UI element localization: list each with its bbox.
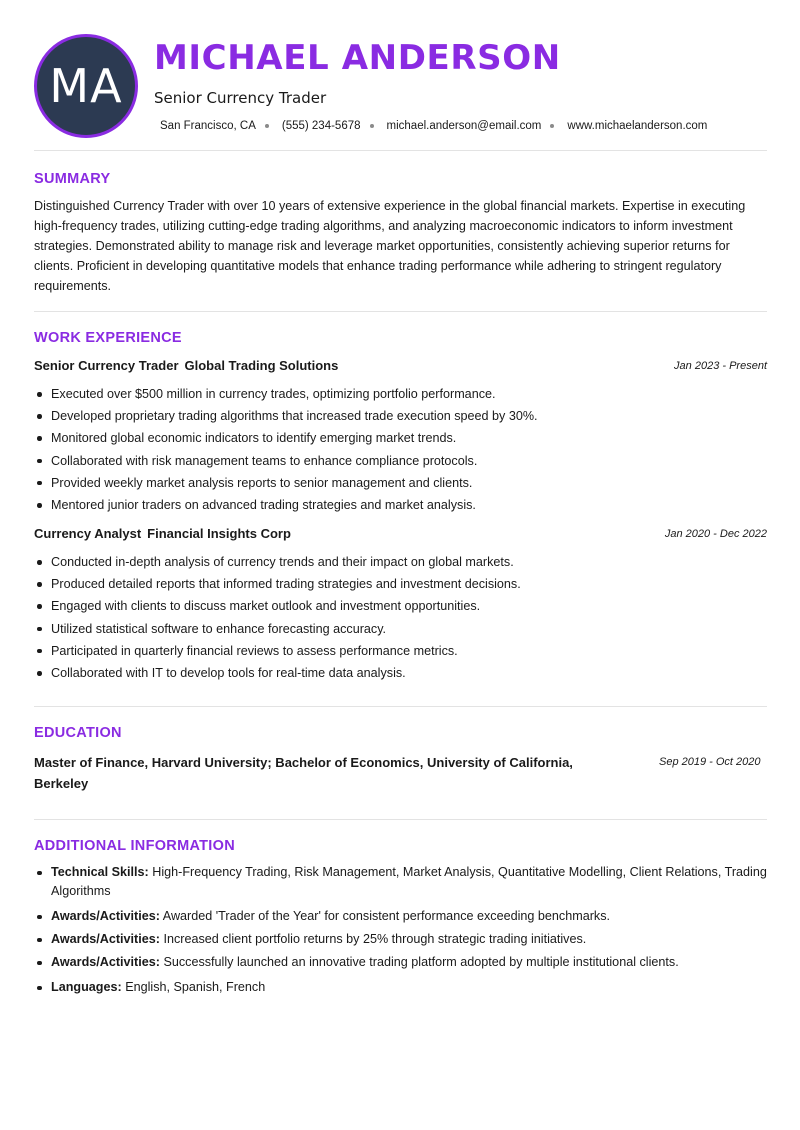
section-divider: [34, 819, 767, 820]
item-label: Awards/Activities:: [51, 909, 160, 923]
item-text: Successfully launched an innovative trading platform adopted by multiple institutional clients.: [163, 955, 679, 969]
contact-email: [387, 120, 568, 132]
contact-website-text: www.michaelanderson.com: [567, 120, 708, 132]
item-text: Awarded 'Trader of the Year' for consistent performance exceeding benchmarks.: [162, 909, 611, 923]
list-item: [34, 907, 767, 926]
job-date: Jan 2020 - Dec 2022: [664, 528, 767, 540]
item-label: Languages:: [51, 980, 122, 994]
list-item: Engaged with clients to discuss market outlook and investment opportunities.: [34, 595, 767, 617]
job-bullet-list: [34, 383, 767, 516]
experience-heading: WORK EXPERIENCE: [34, 330, 182, 346]
candidate-title: Senior Currency Trader: [154, 89, 327, 107]
list-item: [34, 953, 767, 972]
list-item: Produced detailed reports that informed trading strategies and investment decisions.: [34, 573, 767, 595]
candidate-name: MICHAEL ANDERSON: [154, 38, 561, 78]
education-date: Sep 2019 - Oct 2020: [659, 756, 761, 768]
list-item: [34, 930, 767, 949]
list-item: Conducted in-depth analysis of currency trends and their impact on global markets.: [34, 551, 767, 573]
contact-website: [567, 120, 707, 132]
summary-heading: SUMMARY: [34, 171, 111, 187]
item-text: Increased client portfolio returns by 25% through strategic trading initiatives.: [163, 932, 587, 946]
list-item: Collaborated with IT to develop tools for real-time data analysis.: [34, 662, 767, 684]
item-label: Awards/Activities:: [51, 932, 160, 946]
additional-info-list: [34, 863, 767, 1003]
contact-bar: [160, 120, 707, 132]
avatar-initials: MA: [49, 59, 123, 113]
item-text: English, Spanish, French: [125, 980, 266, 994]
job-company: Financial Insights Corp: [147, 526, 291, 541]
job-title-line: [34, 358, 338, 373]
section-divider: [34, 706, 767, 707]
list-item: [34, 863, 767, 901]
list-item: Developed proprietary trading algorithms that increased trade execution speed by 30%.: [34, 405, 767, 427]
contact-phone: [282, 120, 387, 132]
job-entry: [34, 358, 767, 516]
contact-phone-text: (555) 234-5678: [281, 120, 361, 132]
item-text: High-Frequency Trading, Risk Management, Market Analysis, Quantitative Modelling, Client Relations, Trading Algorithms: [51, 865, 767, 898]
job-title-line: [34, 526, 291, 541]
section-divider: [34, 150, 767, 151]
education-heading: EDUCATION: [34, 725, 122, 741]
list-item: Monitored global economic indicators to identify emerging market trends.: [34, 427, 767, 449]
separator-dot-icon: [550, 124, 554, 128]
contact-location-text: San Francisco, CA: [160, 120, 256, 132]
education-entry: [34, 752, 767, 794]
education-degree: Master of Finance, Harvard University; Bachelor of Economics, University of California, Berkeley: [34, 755, 573, 791]
item-label: Awards/Activities:: [51, 955, 160, 969]
list-item: Collaborated with risk management teams to enhance compliance protocols.: [34, 450, 767, 472]
contact-email-text: michael.anderson@email.com: [386, 120, 542, 132]
list-item: Executed over $500 million in currency trades, optimizing portfolio performance.: [34, 383, 767, 405]
job-company: Global Trading Solutions: [184, 358, 339, 373]
separator-dot-icon: [370, 124, 374, 128]
section-divider: [34, 311, 767, 312]
separator-dot-icon: [265, 124, 269, 128]
job-header: [34, 358, 767, 378]
list-item: Participated in quarterly financial reviews to assess performance metrics.: [34, 640, 767, 662]
list-item: [34, 978, 767, 997]
list-item: Provided weekly market analysis reports to senior management and clients.: [34, 472, 767, 494]
summary-text: Distinguished Currency Trader with over 10 years of extensive experience in the global financial markets. Expertise in executing high-frequency trades, utilizing cutting-edge trading algorithms, and analyzing macroeconomic indicators to inform investment strategies. Demonstrated ability to manage risk and leverage market opportunities, consistently achieving superior returns for clients. Proficient in developing quantitative models that enhance trading performance while adhering to stringent regulatory requirements.: [34, 199, 746, 293]
job-bullet-list: [34, 551, 767, 684]
list-item: Mentored junior traders on advanced trading strategies and market analysis.: [34, 494, 767, 516]
resume-header: [34, 34, 767, 138]
job-header: [34, 526, 767, 546]
job-role: Currency Analyst: [34, 526, 142, 541]
avatar: [34, 34, 138, 138]
item-label: Technical Skills:: [51, 865, 149, 879]
job-date: Jan 2023 - Present: [674, 360, 767, 372]
job-entry: [34, 526, 767, 684]
list-item: Utilized statistical software to enhance forecasting accuracy.: [34, 618, 767, 640]
contact-location: [160, 120, 282, 132]
additional-heading: ADDITIONAL INFORMATION: [34, 838, 235, 854]
job-role: Senior Currency Trader: [34, 358, 179, 373]
